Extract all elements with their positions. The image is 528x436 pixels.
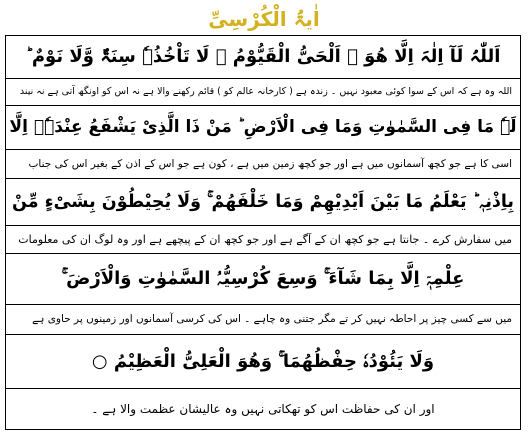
page-title: اٰیۃُ الْکُرْسِیِّ bbox=[208, 7, 320, 31]
urdu-line-4: میں سے کسی چیز پر احاطہ نہیں کر تے مگر جتنی وہ چاہے ۔ اس کی کرسی آسمانوں اور زمینوں پر حاوی ہے bbox=[6, 304, 520, 334]
urdu-line-2: اسی کا ہے جو کچھ آسمانوں میں ہے اور جو کچھ زمین میں ہے ، کون ہے جو اس کے اذن کے بغیر اس کی جناب bbox=[6, 149, 520, 178]
arabic-line-2: لَہٗ مَا فِی السَّمٰوٰتِ وَمَا فِی الْاَرْضِ ؕ مَنْ ذَا الَّذِیْ یَشْفَعُ عِنْدَہٗۤ اِلَّا bbox=[6, 105, 520, 149]
urdu-line-5: اور ان کی حفاظت اس کو تھکاتی نہیں وہ عالیشان عظمت والا ہے ۔ bbox=[6, 388, 520, 429]
arabic-line-4: عِلْمِہٖۤ اِلَّا بِمَا شَآءَ ۚ وَسِعَ کُرْسِیُّہُ السَّمٰوٰتِ وَالْاَرْضَ ۚ bbox=[6, 253, 520, 304]
verse-table bbox=[5, 35, 521, 430]
urdu-line-3: میں سفارش کرے ۔ جانتا ہے جو کچھ ان کے آگے ہے اور جو کچھ ان کے پیچھے ہے اور وہ لوگ ان کی معلومات bbox=[6, 225, 520, 253]
urdu-line-1: اللہ وہ ہے کہ اس کے سوا کوئی معبود نہیں ۔ زندہ ہے ( کارخانہ عالم کو ) قائم رکھنے والا ہے نہ اس کو اونگھ آتی ہے نہ نیند bbox=[6, 78, 520, 105]
arabic-line-1: اَللّٰہُ لَآ اِلٰہَ اِلَّا ھُوَ ۚ اَلْحَیُّ الْقَیُّوْمُ ۚ لَا تَاْخُذُہٗ سِنَۃٌ وَّلَا نَوْمٌ ؕ bbox=[25, 46, 501, 67]
arabic-line-3: بِاِذْنِہٖ ؕ یَعْلَمُ مَا بَیْنَ اَیْدِیْھِمْ وَمَا خَلْفَھُمْ ۚ وَلَا یُحِیْطُوْنَ بِشَیْءٍ مِّنْ bbox=[6, 178, 520, 225]
arabic-line-5: وَلَا یَئُوْدُہٗ حِفْظُھُمَا ۚ وَھُوَ الْعَلِیُّ الْعَظِیْمُ ○ bbox=[6, 334, 520, 388]
